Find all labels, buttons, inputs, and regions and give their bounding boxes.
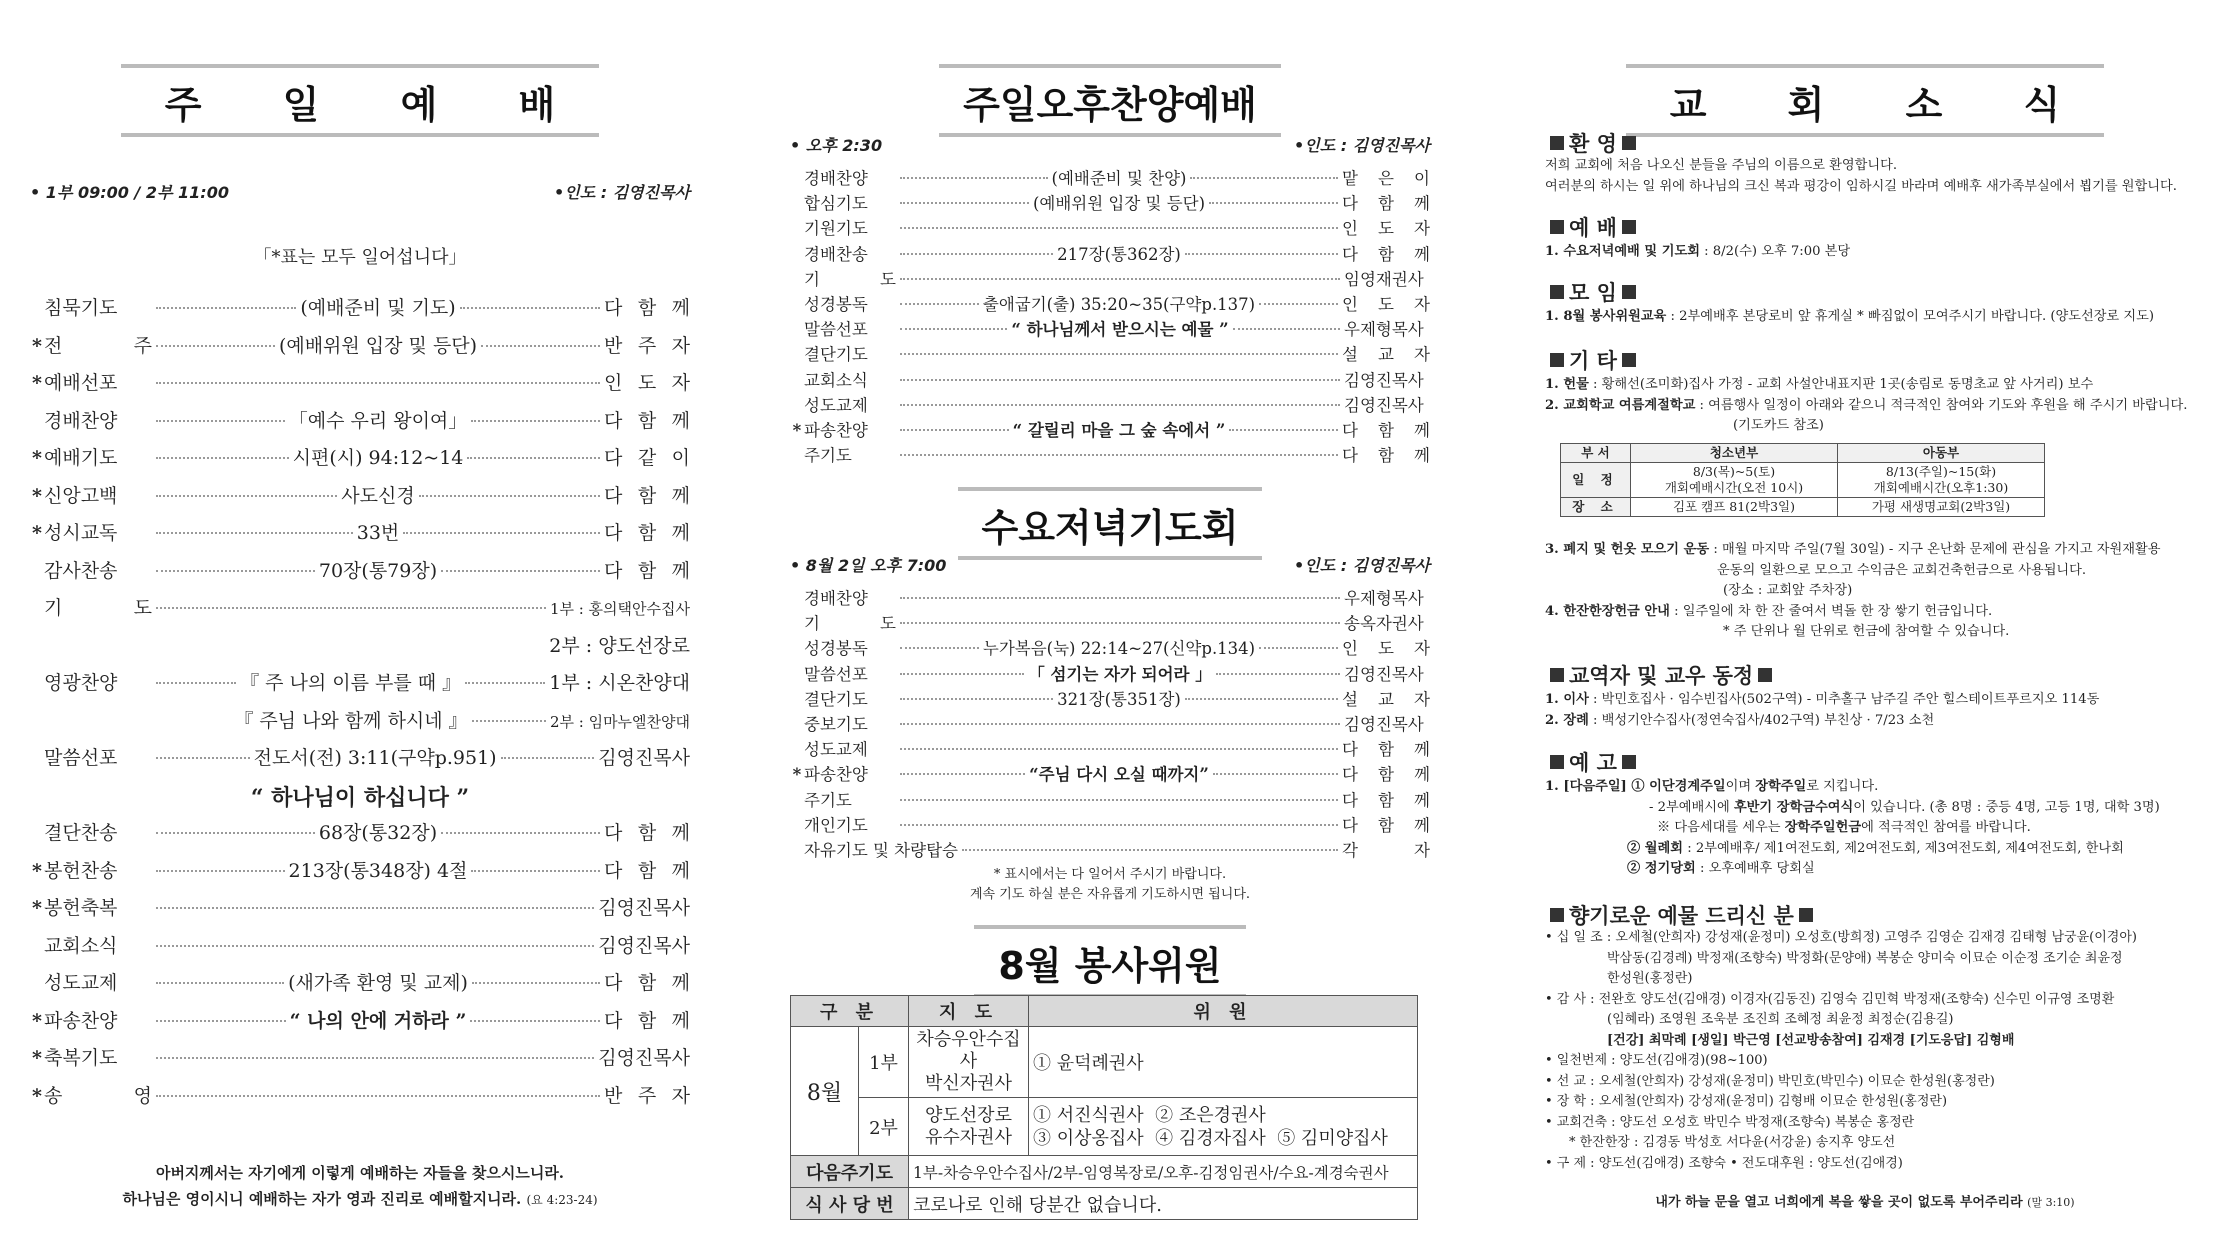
order-item-detail: 217장(통362장) — [1057, 244, 1181, 264]
church-news-footer: 내가 하늘 문을 열고 너희에게 복을 쌓을 곳이 없도록 부어주리라 (말 3:10) — [1655, 1195, 2075, 1210]
summer-school-table — [1560, 443, 2045, 517]
etc-heading: 기 타 — [1545, 345, 1641, 375]
order-row — [790, 341, 1430, 366]
order-item-detail: 68장(통32장) — [318, 822, 438, 844]
part1-cell: 1부 — [859, 1027, 909, 1098]
square-icon — [1622, 136, 1636, 150]
order-item-detail: 전도서(전) 3:11(구약p.951) — [253, 747, 497, 769]
order-item-detail: (새가족 환영 및 교제) — [288, 972, 468, 994]
order-item-detail: “ 하나님께서 받으시는 예물 ” — [1011, 320, 1229, 340]
order-row — [30, 743, 690, 781]
order-row — [790, 316, 1430, 341]
order-row — [790, 610, 1430, 635]
header-members: 위 원 — [1029, 996, 1418, 1027]
order-item-person: 우제형목사 — [1344, 320, 1424, 340]
order-item-person: 다 함 께 — [604, 559, 690, 582]
order-item-name: 개인기도 — [804, 815, 868, 835]
order-item-name: 성도교제 — [44, 972, 118, 994]
sunday-worship-header — [30, 180, 690, 203]
notice-heading: 예 고 — [1545, 747, 1641, 777]
order-item-person: 다 함 께 — [604, 522, 690, 544]
order-item-name: 주기도 — [804, 790, 852, 810]
square-icon — [1622, 353, 1636, 367]
order-row — [30, 1006, 690, 1044]
part1-members: ① 윤덕례권사 — [1029, 1027, 1418, 1098]
order-row — [790, 661, 1430, 686]
order-item-name: 영광찬양 — [44, 672, 118, 694]
wednesday-time: • 8월 2일 오후 7:00 — [790, 556, 947, 575]
order-item-detail: “주님 다시 오실 때까지” — [1029, 765, 1209, 785]
standing-mark: * — [32, 1009, 42, 1032]
order-row — [30, 893, 690, 931]
order-row — [30, 706, 690, 744]
order-item-person: 반 주 자 — [604, 334, 691, 357]
order-item-person: 다 함 께 — [604, 1009, 691, 1032]
order-item-name: 말씀선포 — [44, 747, 118, 769]
header-category: 구 분 — [791, 996, 909, 1027]
order-item-name: 교회소식 — [44, 934, 118, 957]
order-item-name: 중보기도 — [804, 714, 868, 734]
table-header-row — [791, 996, 1418, 1027]
order-item-person: 김영진목사 — [598, 897, 690, 919]
order-item-person: 인 도 자 — [1342, 219, 1430, 239]
order-item-name: 기 도 — [804, 269, 896, 289]
order-item-name: 경배찬송 — [804, 244, 868, 264]
table-row — [791, 1027, 1418, 1098]
order-item-person: 다 함 께 — [604, 822, 690, 844]
order-item-name: 축복기도 — [44, 1047, 118, 1069]
order-item-person: 설 교 자 — [1342, 345, 1430, 365]
order-item-person: 인 도 자 — [1342, 639, 1430, 659]
wednesday-note-1: * 표시에서는 다 일어서 주시기 바랍니다. — [993, 867, 1227, 882]
volunteer-table — [790, 995, 1418, 1220]
worship-heading: 예 배 — [1545, 212, 1641, 242]
order-item-detail: 『 주님 나와 함께 하시네 』 — [234, 709, 468, 732]
order-item-person: 김영진목사 — [598, 747, 691, 769]
order-row — [790, 190, 1430, 215]
order-row — [790, 736, 1430, 761]
order-item-detail: 『 주 나의 이름 부를 때 』 — [240, 672, 462, 694]
standing-mark: * — [792, 420, 802, 440]
order-item-name: 기원기도 — [804, 219, 868, 239]
standing-mark: * — [32, 1047, 42, 1069]
order-row — [30, 818, 690, 856]
offering-list: • 십 일 조 : 오세철(안희자) 강성재(윤정미) 오성호(방희정) 고영주 김영순 김재경 김태형 남궁윤(이경아) 박삼동(김경례) 박정재(조향숙) 박정화(문양애) 복봉순 양미숙 이묘순 이순정 조기순 최윤정 한성원(홍정란) • 감 사 : 전완호 양도선(김애경) 이경자(김동진) 김영숙 김민혁 박정재(조향숙) 신수민 이규영 조명환 (임혜라) 조영원 조욱분 조진희 조혜정 최윤정 최정순(김용길) [건강] 최막례 [생일] 박근영 [선교방송참여] 김재경 [기도응답] 김형배 • 일천번제 : 양도선(김애경)(98~100) • 선 교 : 오세철(안희자) 강성재(윤정미) 박민호(박민수) 이묘순 한성원(홍정란) • 장 학 : 오세철(안희자) 강성재(윤정미) 김형배 이묘순 한성원(홍정란) • 교회건축 : 양도선 오성호 박민수 박정재(조향숙) 복봉순 홍정란 * 한잔한장 : 김경동 박성호 서다윤(서강윤) 송지후 양도선 • 구 제 : 양도선(김애경) 조향숙 • 전도대후원 : 양도선(김애경) — [1545, 930, 2137, 1171]
wednesday-prayer-header — [790, 553, 1430, 576]
part2-leader: 양도선장로 유수자권사 — [909, 1098, 1029, 1156]
notice-text: 1. [다음주일] ① 이단경계주일이며 장학주일로 지킵니다. - 2부예배시에 후반기 장학금수여식이 있습니다. (총 8명 : 중등 4명, 고등 1명, 대학 3명) ※ 다음세대를 세우는 장학주일헌금에 적극적인 참여를 바랍니다. ② 월례회 : 2부예배후/ 제1여전도회, 제2여전도회, 제3여전도회, 제4여전도회, 한나회 ② 정기당회 : 오후예배후 당회실 — [1545, 779, 2160, 876]
square-icon — [1550, 353, 1564, 367]
standing-mark: * — [32, 859, 42, 882]
order-item-name: 경배찬양 — [804, 589, 868, 608]
order-row — [790, 686, 1430, 711]
order-item-detail: 「예수 우리 왕이여」 — [288, 409, 468, 432]
wednesday-leader: •인도 : 김영진목사 — [1294, 556, 1430, 575]
square-icon — [1550, 668, 1564, 682]
order-row — [30, 593, 690, 631]
order-item-name: 주기도 — [804, 446, 852, 466]
afternoon-worship-banner — [790, 64, 1430, 137]
order-item-detail: 「 섬기는 자가 되어라 」 — [1028, 664, 1212, 684]
order-item-detail: 사도신경 — [341, 484, 415, 507]
order-item-person: 다 함 께 — [604, 484, 691, 507]
order-row — [30, 856, 690, 894]
order-row — [790, 165, 1430, 190]
order-item-detail: (예배위원 입장 및 등단) — [1032, 194, 1206, 214]
order-item-name: 파송찬양 — [44, 1009, 118, 1032]
order-row — [790, 417, 1430, 442]
worship-time: • 1부 09:00 / 2부 11:00 — [30, 183, 229, 202]
order-item-person: 2부 : 임마누엘찬양대 — [549, 712, 691, 731]
part2-cell: 2부 — [859, 1098, 909, 1156]
order-item-person: 다 함 께 — [1342, 446, 1430, 466]
order-item-person: 우제형목사 — [1344, 589, 1424, 608]
wednesday-prayer-title: 수요저녁기도회 — [958, 487, 1263, 560]
sunday-worship-title: 주 일 예 배 — [121, 64, 600, 137]
order-item-name: 성도교제 — [804, 740, 868, 760]
order-item-person: 김영진목사 — [1344, 370, 1424, 390]
order-item-name: 성경봉독 — [804, 294, 868, 314]
church-news-banner — [1545, 64, 2185, 137]
standing-mark: * — [792, 765, 802, 785]
order-row — [30, 968, 690, 1006]
order-item-person: 김영진목사 — [1344, 714, 1424, 734]
next-prayer-value: 1부-차승우안수집사/2부-임영복장로/오후-김정임권사/수요-계경숙권사 — [909, 1156, 1418, 1188]
header-leader: 지 도 — [909, 996, 1029, 1027]
order-item-person: 1부 : 홍의택안수집사 — [549, 600, 690, 618]
order-item-name: 감사찬송 — [44, 559, 118, 582]
order-item-person: 송옥자권사 — [1344, 614, 1424, 634]
square-icon — [1758, 668, 1772, 682]
order-item-name: 신앙고백 — [44, 484, 118, 507]
order-row — [790, 367, 1430, 392]
order-item-name: 경배찬양 — [44, 409, 118, 432]
order-item-person: 반 주 자 — [604, 1084, 690, 1107]
order-item-person: 설 교 자 — [1342, 689, 1430, 709]
afternoon-order-list — [790, 165, 1430, 467]
order-item-detail: “ 나의 안에 거하라 ” — [289, 1009, 467, 1032]
table-row — [791, 1156, 1418, 1188]
wednesday-prayer-banner — [790, 487, 1430, 560]
order-item-detail: 70장(통79장) — [318, 559, 438, 582]
order-item-name: 봉헌찬송 — [44, 859, 118, 882]
order-item-person: 다 함 께 — [604, 859, 690, 882]
order-item-person: 각 자 — [1342, 840, 1430, 860]
part2-members: ① 서진식권사 ② 조은경권사 ③ 이상옹집사 ④ 김경자집사 ⑤ 김미양집사 — [1029, 1098, 1418, 1156]
order-item-person: 다 함 께 — [604, 972, 690, 994]
order-row — [30, 668, 690, 706]
square-icon — [1550, 220, 1564, 234]
standing-mark: * — [32, 334, 42, 357]
order-item-name: 성시교독 — [44, 522, 118, 544]
order-row — [790, 241, 1430, 266]
order-item-name: 성경봉독 — [804, 639, 868, 659]
sermon-title: “ 하나님이 하십니다 ” — [250, 784, 470, 811]
order-item-name: 교회소식 — [804, 370, 868, 390]
order-item-person: 2부 : 양도선장로 — [549, 634, 690, 657]
standing-note: 「*표는 모두 일어섭니다」 — [253, 247, 467, 268]
order-row — [790, 761, 1430, 786]
square-icon — [1622, 285, 1636, 299]
order-row — [790, 392, 1430, 417]
table-row — [791, 1188, 1418, 1220]
meeting-text: 1. 8월 봉사위원교육 : 2부예배후 본당로비 앞 휴게실 * 빠짐없이 모여주시기 바랍니다. (양도선장로 지도) — [1545, 309, 2154, 324]
square-icon — [1799, 908, 1813, 922]
table-row: 장 소 김포 캠프 81(2박3일) 가평 새생명교회(2박3일) — [1561, 498, 2045, 517]
order-item-person: 다 같 이 — [604, 447, 690, 469]
order-row — [30, 518, 690, 556]
order-row — [790, 812, 1430, 837]
order-item-name: 파송찬양 — [804, 765, 868, 785]
afternoon-worship-header — [790, 133, 1430, 156]
volunteers-banner — [790, 925, 1430, 998]
order-item-name: 예배선포 — [44, 372, 118, 394]
order-item-name: 봉헌축복 — [44, 897, 118, 919]
verse-line-1: 아버지께서는 자기에게 이렇게 예배하는 자들을 찾으시느니라. — [155, 1164, 565, 1182]
order-item-name: 결단찬송 — [44, 822, 118, 844]
order-item-name: 결단기도 — [804, 689, 868, 709]
sunday-worship-banner — [30, 64, 690, 137]
order-item-detail: (예배준비 및 찬양) — [1051, 169, 1187, 188]
table-row: 일 정 8/3(목)~5(토) 개회예배시간(오전 10시) 8/13(주일)~15(화) 개회예배시간(오후1:30) — [1561, 463, 2045, 498]
wednesday-notes — [790, 865, 1430, 905]
order-row — [790, 442, 1430, 467]
table-header-row: 부 서 청소년부 아동부 — [1561, 444, 2045, 463]
order-row — [790, 291, 1430, 316]
meal-duty-label: 식 사 당 번 — [791, 1188, 909, 1220]
order-row — [790, 215, 1430, 240]
order-row — [30, 368, 690, 406]
standing-mark: * — [32, 897, 42, 919]
meeting-heading: 모 임 — [1545, 277, 1641, 307]
order-item-person: 다 함 께 — [1342, 244, 1430, 264]
order-item-name: 송 영 — [44, 1084, 152, 1107]
worship-text: 1. 수요저녁예배 및 기도회 : 8/2(수) 오후 7:00 본당 — [1545, 244, 1851, 259]
order-item-person: 다 함 께 — [1342, 740, 1430, 760]
square-icon — [1550, 755, 1564, 769]
wednesday-note-2: 계속 기도 하실 분은 자유롭게 기도하시면 됩니다. — [969, 887, 1251, 902]
order-item-detail: 321장(통351장) — [1057, 689, 1181, 709]
order-item-detail: (예배위원 입장 및 등단) — [278, 334, 478, 357]
order-item-name: 침묵기도 — [44, 297, 118, 319]
order-item-person: 다 함 께 — [1342, 790, 1430, 810]
order-row — [30, 481, 690, 519]
order-row — [30, 443, 690, 481]
square-icon — [1622, 755, 1636, 769]
order-item-person: 다 함 께 — [1342, 194, 1430, 214]
etc-text-1: 1. 헌물 : 황해선(조미화)집사 가정 - 교회 사설안내표지판 1곳(송림로 동명초교 앞 사거리) 보수 2. 교회학교 여름계절학교 : 여름행사 일정이 아래와 같으니 적극적인 참여와 기도와 후원을 해 주시기 바랍니다. (기도카드 참조) — [1545, 377, 2188, 433]
church-news-title: 교 회 소 식 — [1626, 64, 2105, 137]
month-cell: 8월 — [791, 1027, 859, 1156]
standing-mark: * — [32, 522, 42, 544]
order-item-person: 임영재권사 — [1344, 269, 1424, 289]
order-item-name: 예배기도 — [44, 447, 118, 469]
square-icon — [1622, 220, 1636, 234]
standing-mark: * — [32, 484, 42, 507]
afternoon-worship-column — [790, 0, 1430, 1240]
order-item-name: 기 도 — [804, 614, 896, 634]
square-icon — [1550, 136, 1564, 150]
standing-mark: * — [32, 1084, 42, 1107]
afternoon-time: • 오후 2:30 — [790, 136, 883, 155]
order-item-person: 인 도 자 — [1342, 294, 1430, 314]
order-item-person: 김영진목사 — [1344, 664, 1424, 684]
order-row — [30, 1081, 690, 1119]
order-item-person: 김영진목사 — [598, 1047, 690, 1069]
offering-heading: 향기로운 예물 드리신 분 — [1545, 900, 1818, 930]
afternoon-leader: •인도 : 김영진목사 — [1294, 136, 1430, 155]
order-item-person: 인 도 자 — [604, 372, 690, 394]
order-row — [790, 711, 1430, 736]
order-item-person: 다 함 께 — [604, 297, 691, 319]
order-item-person: 김영진목사 — [598, 934, 690, 957]
afternoon-worship-title: 주일오후찬양예배 — [939, 64, 1281, 137]
wednesday-order-list — [790, 585, 1430, 862]
order-item-name: 성도교제 — [804, 395, 868, 415]
order-item-name: 기 도 — [44, 597, 152, 619]
square-icon — [1550, 285, 1564, 299]
order-item-detail: 33번 — [356, 522, 400, 544]
order-item-detail: 누가복음(눅) 22:14~27(신약p.134) — [982, 639, 1256, 659]
meal-duty-value: 코로나로 인해 당분간 없습니다. — [909, 1188, 1418, 1220]
order-item-name: 전 주 — [44, 334, 152, 357]
etc-text-2: 3. 폐지 및 헌옷 모으기 운동 : 매월 마지막 주일(7월 30일) - 지구 온난화 문제에 관심을 가지고 자원재활용 운동의 일환으로 모으고 수익금은 교회건축헌금으로 사용됩니다. (장소 : 교회앞 주차장) 4. 한잔한장헌금 안내 : 일주일에 차 한 잔 줄여서 벽돌 한 장 쌓기 헌금입니다. * 주 단위나 월 단위로 헌금에 참여할 수 있습니다. — [1545, 542, 2161, 639]
order-item-name: 합심기도 — [804, 194, 868, 214]
part1-leader: 차승우안수집사 박신자권사 — [909, 1027, 1029, 1098]
order-item-person: 맡 은 이 — [1342, 169, 1430, 188]
church-news-column — [1545, 0, 2188, 1240]
order-item-detail: (예배준비 및 기도) — [300, 297, 456, 319]
order-row — [30, 406, 690, 444]
staff-news-text: 1. 이사 : 박민호집사 · 임수빈집사(502구역) - 미추홀구 남주길 주안 힐스테이트푸르지오 114동 2. 장례 : 백성기안수집사(정연숙집사/402구역) 부친상 · 7/23 소천 — [1545, 692, 2100, 728]
order-item-person: 다 함 께 — [1342, 420, 1430, 440]
order-row — [790, 585, 1430, 610]
order-row — [790, 266, 1430, 291]
order-row — [30, 1043, 690, 1081]
order-item-person: 다 함 께 — [1342, 815, 1430, 835]
order-row — [790, 787, 1430, 812]
welcome-heading: 환 영 — [1545, 128, 1641, 158]
order-row — [790, 635, 1430, 660]
verse-line-2: 하나님은 영이시니 예배하는 자가 영과 진리로 예배할지니라. (요 4:23-24) — [122, 1190, 598, 1208]
sunday-worship-column — [30, 0, 690, 1240]
worship-leader: •인도 : 김영진목사 — [554, 183, 690, 202]
next-prayer-label: 다음주기도 — [791, 1156, 909, 1188]
standing-mark: * — [32, 447, 42, 469]
order-item-detail: “ 갈릴리 마을 그 숲 속에서 ” — [1012, 420, 1226, 440]
sunday-order-list — [30, 293, 690, 1118]
order-row — [30, 293, 690, 331]
order-item-person: 김영진목사 — [1344, 395, 1424, 415]
order-item-detail: 출애굽기(출) 35:20~35(구약p.137) — [982, 294, 1256, 314]
order-row — [30, 931, 690, 969]
order-row — [30, 631, 690, 669]
staff-news-heading: 교역자 및 교우 동정 — [1545, 660, 1777, 690]
order-item-person: 다 함 께 — [604, 409, 690, 432]
square-icon — [1550, 908, 1564, 922]
standing-mark: * — [32, 372, 42, 394]
order-item-name: 자유기도 및 차량탑승 — [804, 840, 958, 860]
order-item-detail: 213장(통348장) 4절 — [288, 859, 468, 882]
order-item-person: 1부 : 시온찬양대 — [549, 672, 690, 694]
volunteers-title: 8월 봉사위원 — [974, 925, 1245, 998]
order-item-person: 다 함 께 — [1342, 765, 1431, 785]
order-item-name: 말씀선포 — [804, 664, 868, 684]
welcome-text: 저희 교회에 처음 나오신 분들을 주님의 이름으로 환영합니다. 여러분의 하시는 일 위에 하나님의 크신 복과 평강이 임하시길 바라며 예배후 새가족부실에서 뵙기를 원합니다. — [1545, 158, 2177, 194]
order-row — [30, 331, 690, 369]
footer-verse — [30, 1160, 690, 1213]
order-item-name: 경배찬양 — [804, 169, 868, 188]
order-row — [30, 556, 690, 594]
order-item-name: 결단기도 — [804, 345, 868, 365]
order-item-name: 파송찬양 — [804, 420, 868, 440]
order-row — [790, 837, 1430, 862]
order-item-detail: 시편(시) 94:12~14 — [292, 447, 464, 469]
order-item-name: 말씀선포 — [804, 320, 868, 340]
table-row — [791, 1098, 1418, 1156]
